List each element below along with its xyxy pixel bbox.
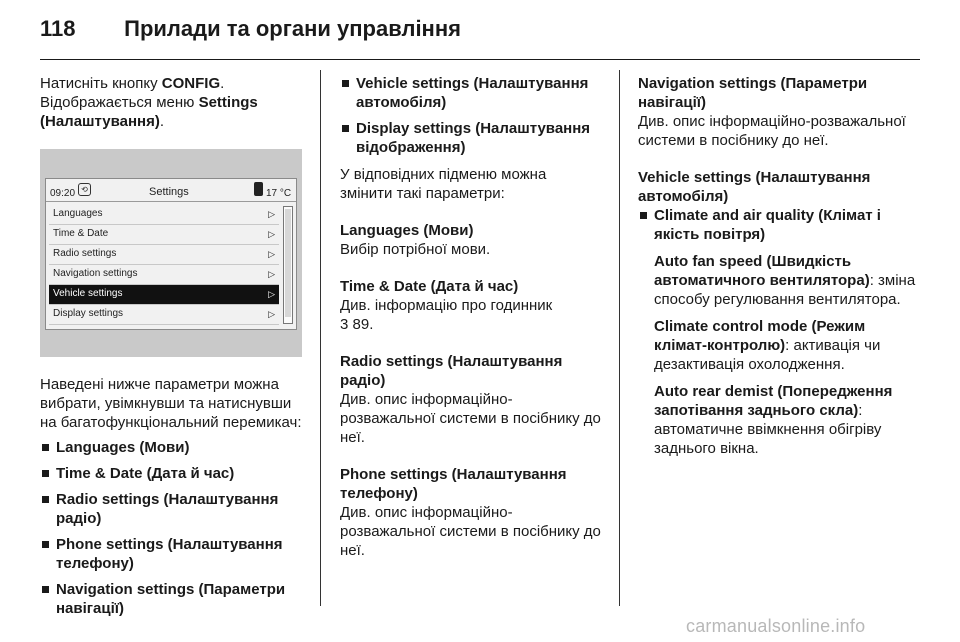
section-heading-text: Radio settings (Налаштування радіо) [340,353,563,389]
settings-keyword: Settings (Налаштування) [40,94,258,130]
section-body: Див. опис інформаційно-розважальної системи в посібнику до неї. [638,113,906,149]
column-1 [40,74,302,618]
intro-paragraph [40,74,302,131]
intro-text: Відображається меню [40,94,199,111]
list-item-label: Vehicle settings (Налаштування автомобіля) [356,75,589,111]
menu-item-label: Radio settings [53,248,117,259]
option-name: Auto rear demist (Попередження запотівання заднього скла) [654,383,893,419]
screen-temperature: 17 °C [266,188,292,199]
menu-item-label: Time & Date [53,228,109,239]
intro-text: . [159,113,165,130]
section-heading-text: Vehicle settings (Налаштування автомобіля) [638,169,871,205]
list-item-label: Languages (Мови) [56,439,190,456]
page-number: 118 [40,16,76,41]
option-description: : автоматичне ввімкнення обігріву заднього вікна. [654,402,882,457]
section-heading-text: Time & Date (Дата й час) [340,278,519,295]
option-name: Climate control mode (Режим клімат-контролю) [654,318,866,354]
option-name: Auto fan speed (Швидкість автоматичного вентилятора) [654,253,870,289]
thermometer-icon [254,182,263,196]
climate-option [654,382,920,458]
section-body [340,296,602,334]
section-body: Вибір потрібної мови. [340,241,491,258]
column-2 [340,74,602,560]
list-item-label: Display settings (Налаштування відображення) [356,120,591,156]
config-keyword: CONFIG [161,75,221,92]
section-body: Див. опис інформаційно-розважальної системи в посібнику до неї. [340,391,601,446]
list-item [40,490,302,528]
page-header [40,14,920,44]
arrow-right-icon: ▷ [268,269,275,279]
menu-item-time-date[interactable] [49,225,279,245]
menu-item-vehicle-settings[interactable] [49,285,279,305]
list-item [340,119,602,157]
menu-item-radio-settings[interactable] [49,245,279,265]
option-description: : зміна способу регулювання вентилятора. [654,272,916,308]
list-item-label: Phone settings (Налаштування телефону) [56,536,283,572]
list-item [40,464,302,483]
option-description: : активація чи дезактивація охолодження. [654,337,881,373]
page-reference-icon: 3 [340,316,349,333]
options-intro: Наведені нижче параметри можна вибрати, увімкнувши та натиснувши на багатофункціональний перемикач: [40,376,302,431]
column-separator [320,70,321,606]
section-heading [638,168,920,206]
list-item [40,580,302,618]
screen-title: Settings [149,186,189,198]
climate-option [654,317,920,374]
menu-item-label: Display settings [53,308,124,319]
menu-item-display-settings[interactable] [49,305,279,325]
link-icon: ⟲ [78,183,91,196]
section-heading [638,74,920,112]
arrow-right-icon: ▷ [268,209,275,219]
arrow-right-icon: ▷ [268,309,275,319]
menu-item-navigation-settings[interactable] [49,265,279,285]
page-reference: 89. [348,316,374,333]
watermark: carmanualsonline.info [686,616,866,636]
scrollbar-thumb[interactable] [285,209,291,317]
screen-time: 09:20 [50,188,76,199]
section-heading [340,352,602,390]
section-heading-text: Navigation settings (Параметри навігації) [638,75,868,111]
climate-options [638,252,920,458]
climate-option [654,252,920,309]
section-body: Див. опис інформаційно-розважальної системи в посібнику до неї. [340,504,601,559]
arrow-right-icon: ▷ [268,249,275,259]
section-heading [340,465,602,503]
list-item-label: Climate and air quality (Клімат і якість повітря) [654,207,881,243]
section-heading [340,221,602,240]
arrow-right-icon: ▷ [268,289,275,299]
menu-item-label: Navigation settings [53,268,138,279]
header-rule [40,59,920,60]
options-list-continued [340,74,602,157]
screen-scrollbar[interactable] [283,206,293,324]
page-title: Прилади та органи управління [124,16,461,41]
list-item-label: Time & Date (Дата й час) [56,465,235,482]
menu-item-languages[interactable] [49,205,279,225]
arrow-right-icon: ▷ [268,229,275,239]
options-list [40,438,302,618]
section-heading-text: Phone settings (Налаштування телефону) [340,466,567,502]
list-item [340,74,602,112]
climate-bullet [638,206,920,244]
intro-text: . [220,75,225,92]
screen-status-bar [46,179,296,202]
list-item [40,535,302,573]
list-item-label: Radio settings (Налаштування радіо) [56,491,279,527]
section-body-text: Див. інформацію про годинник [340,297,553,314]
settings-screen-figure [40,149,302,357]
section-heading-text: Languages (Мови) [340,222,474,239]
menu-item-label: Languages [53,208,103,219]
column-3 [638,74,920,458]
submenu-paragraph: У відповідних підменю можна змінити такі параметри: [340,166,547,202]
menu-item-label: Vehicle settings [53,288,123,299]
list-item [40,438,302,457]
display-screen [45,178,297,330]
list-item-label: Navigation settings (Параметри навігації) [56,581,286,617]
settings-menu-list [49,205,279,325]
column-separator [619,70,620,606]
section-heading [340,277,602,296]
intro-text: Натисніть кнопку [40,75,162,92]
